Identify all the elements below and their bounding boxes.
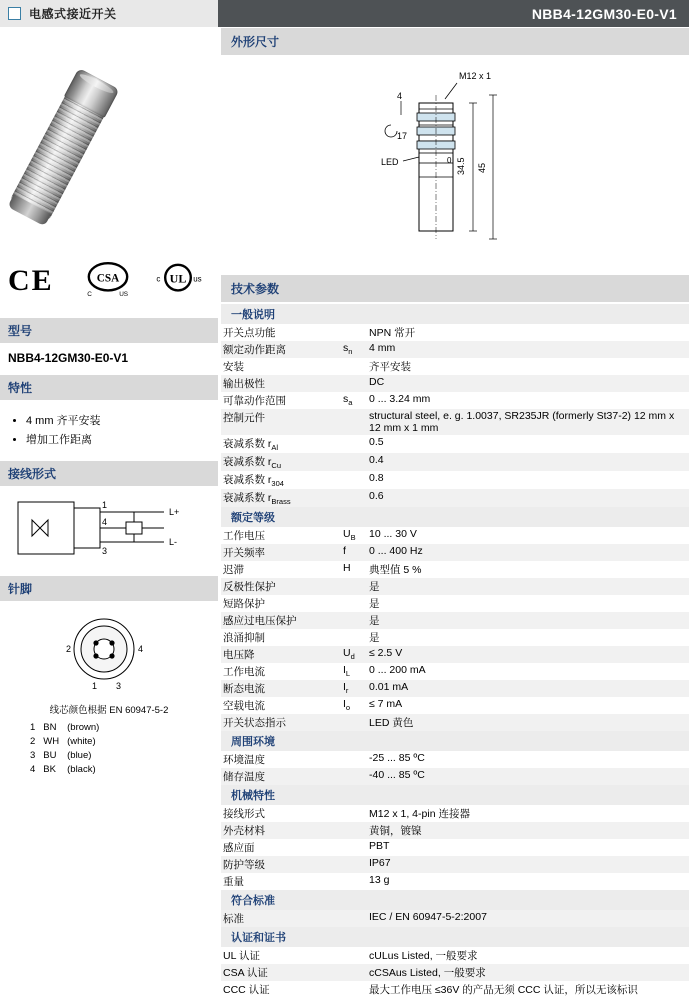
spec-symbol xyxy=(341,595,367,612)
spec-value: 0 ... 200 mA xyxy=(369,664,426,677)
spec-value: cULus Listed, 一般要求 xyxy=(369,950,478,963)
ce-icon: CE xyxy=(8,264,54,297)
spec-symbol xyxy=(341,981,367,998)
spec-symbol: $I_o$ xyxy=(343,698,351,713)
wiring-diagram xyxy=(0,488,218,574)
pin-color: (blue) xyxy=(67,750,92,761)
spec-table xyxy=(221,910,689,927)
section-model-bar: 型号 xyxy=(0,316,218,345)
product-category-icon xyxy=(8,7,21,20)
spec-label: 衰减系数 $r_{Al}$ xyxy=(223,438,279,453)
svg-text:us: us xyxy=(193,274,202,284)
spec-value: 齐平安装 xyxy=(369,361,411,373)
pin-code: WH xyxy=(43,736,60,747)
spec-symbol: $U_d$ xyxy=(341,646,367,663)
spec-label: 浪涌抑制 xyxy=(223,632,265,645)
table-row xyxy=(221,358,689,375)
svg-text:C: C xyxy=(87,291,92,298)
section-dimensions-bar: 外形尺寸 xyxy=(221,28,689,57)
product-photo xyxy=(0,28,218,256)
header-left xyxy=(0,0,218,27)
table-row xyxy=(30,736,105,748)
table-row xyxy=(221,375,689,392)
spec-label: 工作电流 xyxy=(223,666,265,679)
spec-value: 0.4 xyxy=(367,453,689,471)
table-row xyxy=(221,751,689,768)
svg-text:0: 0 xyxy=(447,156,452,165)
page-body xyxy=(0,28,689,998)
connector-pinout-icon xyxy=(38,609,178,695)
svg-text:LED: LED xyxy=(381,157,399,167)
svg-text:CSA: CSA xyxy=(96,272,120,285)
spec-group-title: 一般说明 xyxy=(221,304,689,324)
table-row xyxy=(221,805,689,822)
left-column xyxy=(0,28,218,775)
table-row xyxy=(30,764,105,776)
features-list xyxy=(8,412,210,447)
spec-table xyxy=(221,947,689,998)
spec-label: 迟滞 xyxy=(223,564,244,577)
spec-label: 外壳材料 xyxy=(221,822,341,839)
table-row xyxy=(221,489,689,507)
csa-icon xyxy=(84,260,132,300)
table-row xyxy=(221,856,689,873)
spec-label: 衰减系数 $r_{Cu}$ xyxy=(221,453,341,471)
spec-symbol: f xyxy=(341,544,367,561)
spec-value: DC xyxy=(367,375,689,392)
svg-text:4: 4 xyxy=(138,644,144,654)
section-specs-bar: 技术参数 xyxy=(221,275,689,304)
table-row xyxy=(221,409,689,435)
spec-label: 衰减系数 $r_{304}$ xyxy=(223,474,284,489)
spec-value: 是 xyxy=(367,612,689,629)
table-row xyxy=(221,947,689,964)
table-row xyxy=(221,341,689,358)
svg-text:17: 17 xyxy=(397,131,408,141)
table-row xyxy=(221,714,689,731)
spec-symbol xyxy=(341,964,367,981)
spec-symbol: $s_a$ xyxy=(343,393,353,408)
spec-label: 安装 xyxy=(223,361,244,373)
spec-value: 典型值 5 % xyxy=(369,564,422,577)
spec-label: UL 认证 xyxy=(223,950,260,963)
spec-symbol xyxy=(341,578,367,595)
list-item: • 增加工作距离 xyxy=(26,431,210,447)
spec-value: 0.6 xyxy=(367,489,689,507)
spec-value: IEC / EN 60947-5-2:2007 xyxy=(367,910,689,927)
spec-value: IP67 xyxy=(367,856,689,873)
table-row xyxy=(30,750,105,762)
pin-color: (black) xyxy=(67,764,96,775)
spec-label: 感应过电压保护 xyxy=(221,612,341,629)
pin-no: 2 xyxy=(30,736,36,747)
spec-label: 空载电流 xyxy=(223,700,265,713)
spec-label: 开关点功能 xyxy=(223,327,276,339)
spec-symbol xyxy=(341,856,367,873)
table-row xyxy=(221,697,689,714)
spec-value: ≤ 7 mA xyxy=(369,698,403,711)
spec-symbol xyxy=(341,822,367,839)
svg-text:1: 1 xyxy=(102,500,108,510)
wiring-diagram-svg xyxy=(14,494,204,570)
spec-value: 4 mm xyxy=(367,341,689,358)
spec-value: ≤ 2.5 V xyxy=(367,646,689,663)
ul-icon xyxy=(150,260,206,300)
svg-text:4: 4 xyxy=(102,517,108,527)
spec-symbol xyxy=(341,435,367,453)
spec-symbol xyxy=(341,947,367,964)
spec-symbol xyxy=(341,751,367,768)
model-block xyxy=(0,345,218,373)
product-model-header: NBB4-12GM30-E0-V1 xyxy=(218,0,689,27)
list-item: • 4 mm 齐平安装 xyxy=(26,412,210,428)
pin-color: (brown) xyxy=(67,722,100,733)
sensor-illustration xyxy=(9,68,118,221)
spec-value: 0.8 xyxy=(369,472,384,485)
svg-text:1: 1 xyxy=(92,681,98,691)
section-pins-bar: 针脚 xyxy=(0,574,218,603)
table-row xyxy=(221,839,689,856)
spec-table xyxy=(221,324,689,507)
table-row xyxy=(221,392,689,409)
spec-symbol xyxy=(341,453,367,471)
table-row xyxy=(221,964,689,981)
spec-label: 防护等级 xyxy=(221,856,341,873)
spec-group-title: 额定等级 xyxy=(221,507,689,527)
table-row xyxy=(221,663,689,680)
sensor-head-top xyxy=(78,72,115,96)
spec-value: 是 xyxy=(367,578,689,595)
table-row xyxy=(221,527,689,544)
spec-label: 电压降 xyxy=(221,646,341,663)
page-header xyxy=(0,0,689,28)
spec-value: 0 ... 400 Hz xyxy=(367,544,689,561)
spec-label: CCC 认证 xyxy=(223,984,270,997)
spec-label: 短路保护 xyxy=(223,598,265,611)
table-row xyxy=(221,453,689,471)
spec-label: 感应面 xyxy=(223,842,255,855)
svg-text:M12 x 1: M12 x 1 xyxy=(459,71,492,81)
spec-group-title: 认证和证书 xyxy=(221,927,689,947)
table-row xyxy=(221,910,689,927)
dimension-drawing xyxy=(221,57,689,275)
spec-label: 开关频率 xyxy=(221,544,341,561)
spec-value: -25 ... 85 ºC xyxy=(369,752,425,765)
svg-text:4: 4 xyxy=(397,91,403,101)
spec-tables xyxy=(221,304,689,998)
spec-symbol xyxy=(341,489,367,507)
right-column xyxy=(218,28,689,998)
spec-group-title: 机械特性 xyxy=(221,785,689,805)
spec-symbol xyxy=(341,612,367,629)
spec-label: 反极性保护 xyxy=(221,578,341,595)
spec-symbol: $s_n$ xyxy=(341,341,367,358)
spec-group-title: 周围环境 xyxy=(221,731,689,751)
table-row xyxy=(221,680,689,697)
table-row xyxy=(221,561,689,578)
spec-symbol: $U_B$ xyxy=(343,528,356,543)
spec-value: 0.01 mA xyxy=(367,680,689,697)
spec-value: 最大工作电压 ≤36V 的产品无须 CCC 认证，所以无该标识 xyxy=(369,984,638,997)
spec-value: 0.5 xyxy=(369,436,384,448)
pin-no: 3 xyxy=(30,750,36,761)
svg-text:US: US xyxy=(119,291,129,298)
svg-text:L-: L- xyxy=(169,537,178,547)
spec-label: 接线形式 xyxy=(223,808,265,821)
table-row xyxy=(221,578,689,595)
svg-text:UL: UL xyxy=(169,271,187,286)
svg-text:3: 3 xyxy=(102,546,108,556)
spec-symbol xyxy=(341,873,367,890)
table-row xyxy=(221,595,689,612)
spec-group-title: 符合标准 xyxy=(221,890,689,910)
spec-symbol xyxy=(341,471,367,489)
table-row xyxy=(221,471,689,489)
svg-text:34.5: 34.5 xyxy=(456,157,466,175)
product-category-label: 电感式接近开关 xyxy=(29,7,117,21)
pin-table xyxy=(28,720,107,778)
spec-symbol xyxy=(341,324,367,341)
spec-symbol xyxy=(341,768,367,785)
spec-value: 0 ... 3.24 mm xyxy=(369,393,431,405)
table-row xyxy=(30,722,105,734)
spec-value: 13 g xyxy=(369,874,390,887)
certification-logos xyxy=(0,256,218,316)
spec-symbol xyxy=(341,375,367,392)
spec-label: 开关状态指示 xyxy=(221,714,341,731)
table-row xyxy=(221,646,689,663)
spec-value: LED 黄色 xyxy=(367,714,689,731)
spec-label: 工作电压 xyxy=(223,530,265,543)
spec-value: 是 xyxy=(369,632,380,645)
pin-caption: 线芯颜色根据 EN 60947-5-2 xyxy=(49,705,169,716)
table-row xyxy=(221,981,689,998)
spec-value: cCSAus Listed, 一般要求 xyxy=(367,964,689,981)
spec-label: 断态电流 xyxy=(221,680,341,697)
pin-code: BK xyxy=(43,764,56,775)
table-row xyxy=(221,768,689,785)
table-row xyxy=(221,873,689,890)
spec-label: 标准 xyxy=(221,910,341,927)
spec-symbol xyxy=(341,358,367,375)
spec-table xyxy=(221,751,689,785)
section-wiring-bar: 接线形式 xyxy=(0,459,218,488)
table-row xyxy=(221,324,689,341)
svg-text:45: 45 xyxy=(477,162,487,173)
section-features-bar: 特性 xyxy=(0,373,218,402)
spec-symbol: H xyxy=(343,562,351,575)
pin-code: BN xyxy=(43,722,57,733)
pin-color: (white) xyxy=(67,736,96,747)
pin-no: 1 xyxy=(30,722,36,733)
spec-value: M12 x 1, 4-pin 连接器 xyxy=(369,808,470,821)
spec-symbol xyxy=(341,714,367,731)
spec-label: 输出极性 xyxy=(221,375,341,392)
pin-assignment xyxy=(0,603,218,775)
spec-table xyxy=(221,527,689,731)
spec-label: 重量 xyxy=(223,876,244,889)
spec-label: 额定动作距离 xyxy=(221,341,341,358)
spec-value: NPN 常开 xyxy=(369,327,416,339)
dimension-drawing-svg xyxy=(221,57,687,267)
spec-label: 控制元件 xyxy=(221,409,341,435)
spec-table xyxy=(221,805,689,890)
spec-symbol: $I_r$ xyxy=(341,680,367,697)
spec-label: 可靠动作范围 xyxy=(223,395,286,407)
spec-symbol xyxy=(341,629,367,646)
spec-value: -40 ... 85 ºC xyxy=(367,768,689,785)
table-row xyxy=(221,544,689,561)
spec-value: 10 ... 30 V xyxy=(369,528,417,541)
spec-symbol xyxy=(341,839,367,856)
table-row xyxy=(221,822,689,839)
spec-symbol xyxy=(341,910,367,927)
spec-value: 黄铜，镀镍 xyxy=(367,822,689,839)
spec-symbol xyxy=(341,409,367,435)
table-row xyxy=(221,612,689,629)
svg-text:L+: L+ xyxy=(169,507,180,517)
pin-no: 4 xyxy=(30,764,36,775)
features-block xyxy=(0,402,218,459)
svg-text:c: c xyxy=(156,274,161,284)
table-row xyxy=(221,629,689,646)
spec-value: structural steel, e. g. 1.0037, SR235JR (formerly St37-2) 12 mm x 12 mm x 1 mm xyxy=(367,409,689,435)
pin-code: BU xyxy=(43,750,57,761)
spec-value: PBT xyxy=(369,840,390,853)
spec-label: 储存温度 xyxy=(221,768,341,785)
spec-symbol: $I_L$ xyxy=(343,664,351,679)
spec-symbol xyxy=(341,805,367,822)
table-row xyxy=(221,435,689,453)
spec-label: 环境温度 xyxy=(223,754,265,767)
svg-text:3: 3 xyxy=(116,681,122,691)
model-value: NBB4-12GM30-E0-V1 xyxy=(8,351,129,365)
spec-value: 是 xyxy=(369,598,380,611)
svg-text:2: 2 xyxy=(66,644,72,654)
spec-label: CSA 认证 xyxy=(221,964,341,981)
spec-label: 衰减系数 $r_{Brass}$ xyxy=(221,489,341,507)
